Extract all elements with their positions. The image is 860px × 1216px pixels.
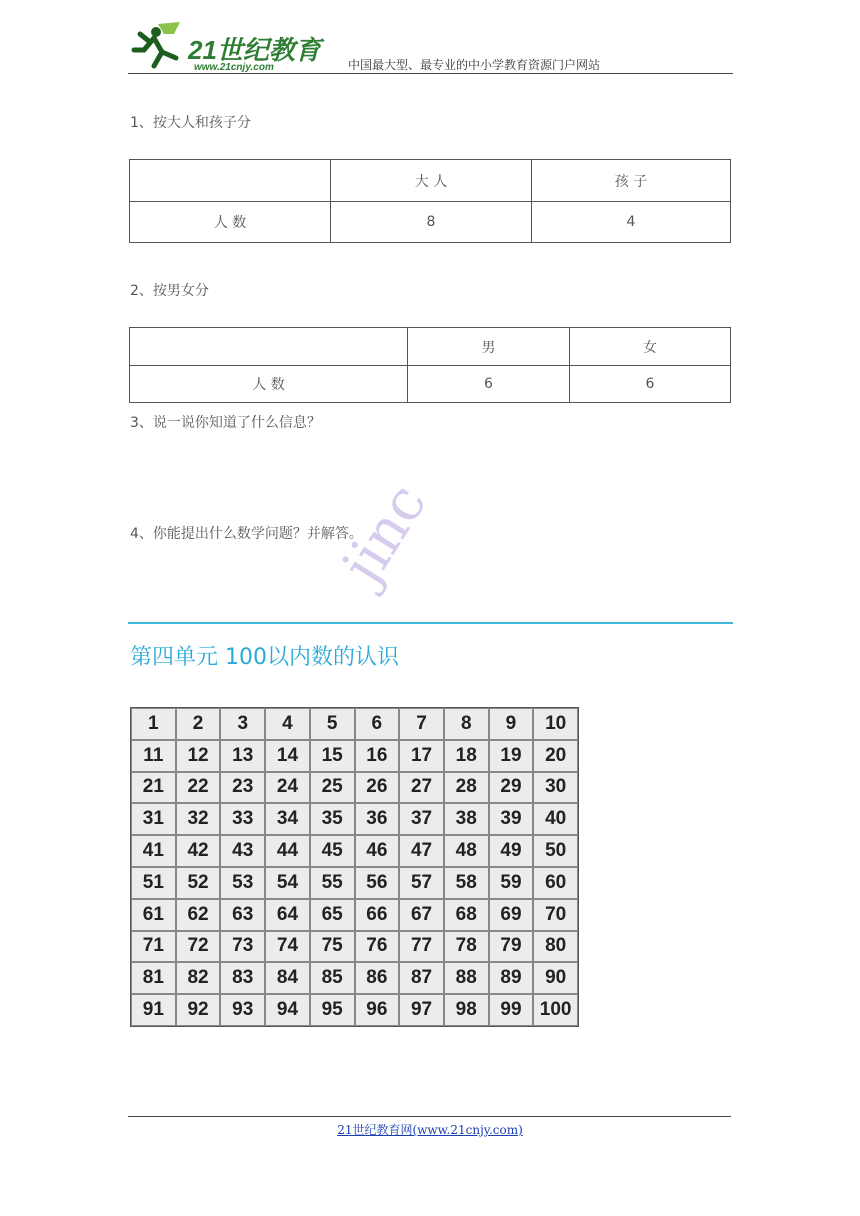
number-cell: 80 [533, 931, 578, 963]
number-cell: 96 [355, 994, 400, 1026]
hundred-chart [130, 707, 579, 1027]
number-cell: 68 [444, 899, 489, 931]
number-cell: 87 [399, 962, 444, 994]
number-cell: 53 [220, 867, 265, 899]
number-cell: 85 [310, 962, 355, 994]
number-cell: 92 [176, 994, 221, 1026]
number-cell: 19 [489, 740, 534, 772]
number-cell: 23 [220, 772, 265, 804]
number-cell: 26 [355, 772, 400, 804]
number-cell: 61 [131, 899, 176, 931]
question-3: 3、说一说你知道了什么信息？ [130, 415, 321, 431]
logo-text: 21世纪教育 [188, 35, 321, 65]
site-logo[interactable] [128, 20, 338, 72]
number-cell: 42 [176, 835, 221, 867]
number-cell: 5 [310, 708, 355, 740]
number-cell: 2 [176, 708, 221, 740]
number-cell: 22 [176, 772, 221, 804]
number-cell: 8 [444, 708, 489, 740]
number-cell: 54 [265, 867, 310, 899]
number-cell: 30 [533, 772, 578, 804]
table-cell: 6 [570, 366, 731, 403]
number-cell: 81 [131, 962, 176, 994]
number-cell: 37 [399, 803, 444, 835]
number-cell: 55 [310, 867, 355, 899]
table-cell: 女 [570, 328, 731, 366]
number-cell: 48 [444, 835, 489, 867]
number-cell: 67 [399, 899, 444, 931]
number-cell: 76 [355, 931, 400, 963]
page-header [128, 18, 733, 74]
number-cell: 47 [399, 835, 444, 867]
number-cell: 58 [444, 867, 489, 899]
table-cell: 男 [408, 328, 570, 366]
table-header-row [130, 328, 731, 366]
number-cell: 38 [444, 803, 489, 835]
number-cell: 31 [131, 803, 176, 835]
question-4: 4、你能提出什么数学问题？并解答。 [130, 526, 363, 542]
number-cell: 36 [355, 803, 400, 835]
number-cell: 99 [489, 994, 534, 1026]
table-cell [130, 328, 408, 366]
number-cell: 18 [444, 740, 489, 772]
number-cell: 25 [310, 772, 355, 804]
number-cell: 27 [399, 772, 444, 804]
table-cell: 人 数 [130, 202, 331, 243]
number-cell: 84 [265, 962, 310, 994]
number-cell: 72 [176, 931, 221, 963]
watermark: jinc [330, 472, 440, 595]
number-cell: 4 [265, 708, 310, 740]
number-cell: 66 [355, 899, 400, 931]
logo-url: www.21cnjy.com [194, 62, 274, 73]
table-cell: 人 数 [130, 366, 408, 403]
unit-divider [128, 622, 733, 624]
number-cell: 60 [533, 867, 578, 899]
number-cell: 50 [533, 835, 578, 867]
number-cell: 65 [310, 899, 355, 931]
number-cell: 100 [533, 994, 578, 1026]
number-cell: 88 [444, 962, 489, 994]
number-cell: 62 [176, 899, 221, 931]
number-cell: 44 [265, 835, 310, 867]
unit-title: 第四单元 100以内数的认识 [130, 645, 399, 670]
question-1: 1、按大人和孩子分 [130, 115, 251, 131]
number-cell: 69 [489, 899, 534, 931]
number-cell: 56 [355, 867, 400, 899]
number-cell: 93 [220, 994, 265, 1026]
number-cell: 21 [131, 772, 176, 804]
number-cell: 83 [220, 962, 265, 994]
number-cell: 32 [176, 803, 221, 835]
number-cell: 33 [220, 803, 265, 835]
number-cell: 16 [355, 740, 400, 772]
number-cell: 10 [533, 708, 578, 740]
number-cell: 90 [533, 962, 578, 994]
number-cell: 64 [265, 899, 310, 931]
table-row [130, 366, 731, 403]
table-adults-children [129, 159, 731, 243]
number-cell: 1 [131, 708, 176, 740]
number-cell: 57 [399, 867, 444, 899]
number-cell: 20 [533, 740, 578, 772]
number-cell: 9 [489, 708, 534, 740]
number-cell: 39 [489, 803, 534, 835]
number-cell: 74 [265, 931, 310, 963]
number-cell: 71 [131, 931, 176, 963]
number-cell: 70 [533, 899, 578, 931]
number-cell: 89 [489, 962, 534, 994]
table-cell [130, 160, 331, 202]
number-cell: 40 [533, 803, 578, 835]
runner-icon [128, 20, 190, 72]
number-cell: 6 [355, 708, 400, 740]
number-cell: 34 [265, 803, 310, 835]
table-cell: 6 [408, 366, 570, 403]
table-row [130, 202, 731, 243]
number-cell: 45 [310, 835, 355, 867]
table-cell: 4 [532, 202, 731, 243]
table-header-row [130, 160, 731, 202]
number-cell: 77 [399, 931, 444, 963]
number-cell: 94 [265, 994, 310, 1026]
number-cell: 91 [131, 994, 176, 1026]
number-cell: 98 [444, 994, 489, 1026]
number-cell: 49 [489, 835, 534, 867]
table-cell: 孩 子 [532, 160, 731, 202]
number-cell: 63 [220, 899, 265, 931]
table-cell: 大 人 [331, 160, 532, 202]
number-cell: 29 [489, 772, 534, 804]
number-cell: 17 [399, 740, 444, 772]
number-cell: 11 [131, 740, 176, 772]
header-divider [128, 73, 733, 74]
footer-link[interactable]: 21世纪教育网(www.21cnjy.com) [337, 1123, 523, 1137]
number-cell: 14 [265, 740, 310, 772]
number-cell: 46 [355, 835, 400, 867]
number-cell: 95 [310, 994, 355, 1026]
number-cell: 78 [444, 931, 489, 963]
number-cell: 73 [220, 931, 265, 963]
site-tagline: 中国最大型、最专业的中小学教育资源门户网站 [348, 58, 601, 72]
number-cell: 13 [220, 740, 265, 772]
number-cell: 82 [176, 962, 221, 994]
number-cell: 15 [310, 740, 355, 772]
question-2: 2、按男女分 [130, 283, 209, 299]
number-cell: 52 [176, 867, 221, 899]
number-cell: 28 [444, 772, 489, 804]
number-cell: 43 [220, 835, 265, 867]
number-cell: 3 [220, 708, 265, 740]
number-cell: 12 [176, 740, 221, 772]
number-cell: 24 [265, 772, 310, 804]
number-cell: 86 [355, 962, 400, 994]
number-cell: 97 [399, 994, 444, 1026]
number-cell: 75 [310, 931, 355, 963]
number-cell: 7 [399, 708, 444, 740]
table-boys-girls [129, 327, 731, 403]
table-cell: 8 [331, 202, 532, 243]
number-cell: 35 [310, 803, 355, 835]
number-cell: 79 [489, 931, 534, 963]
number-cell: 51 [131, 867, 176, 899]
number-cell: 41 [131, 835, 176, 867]
footer-divider [128, 1116, 731, 1117]
number-cell: 59 [489, 867, 534, 899]
